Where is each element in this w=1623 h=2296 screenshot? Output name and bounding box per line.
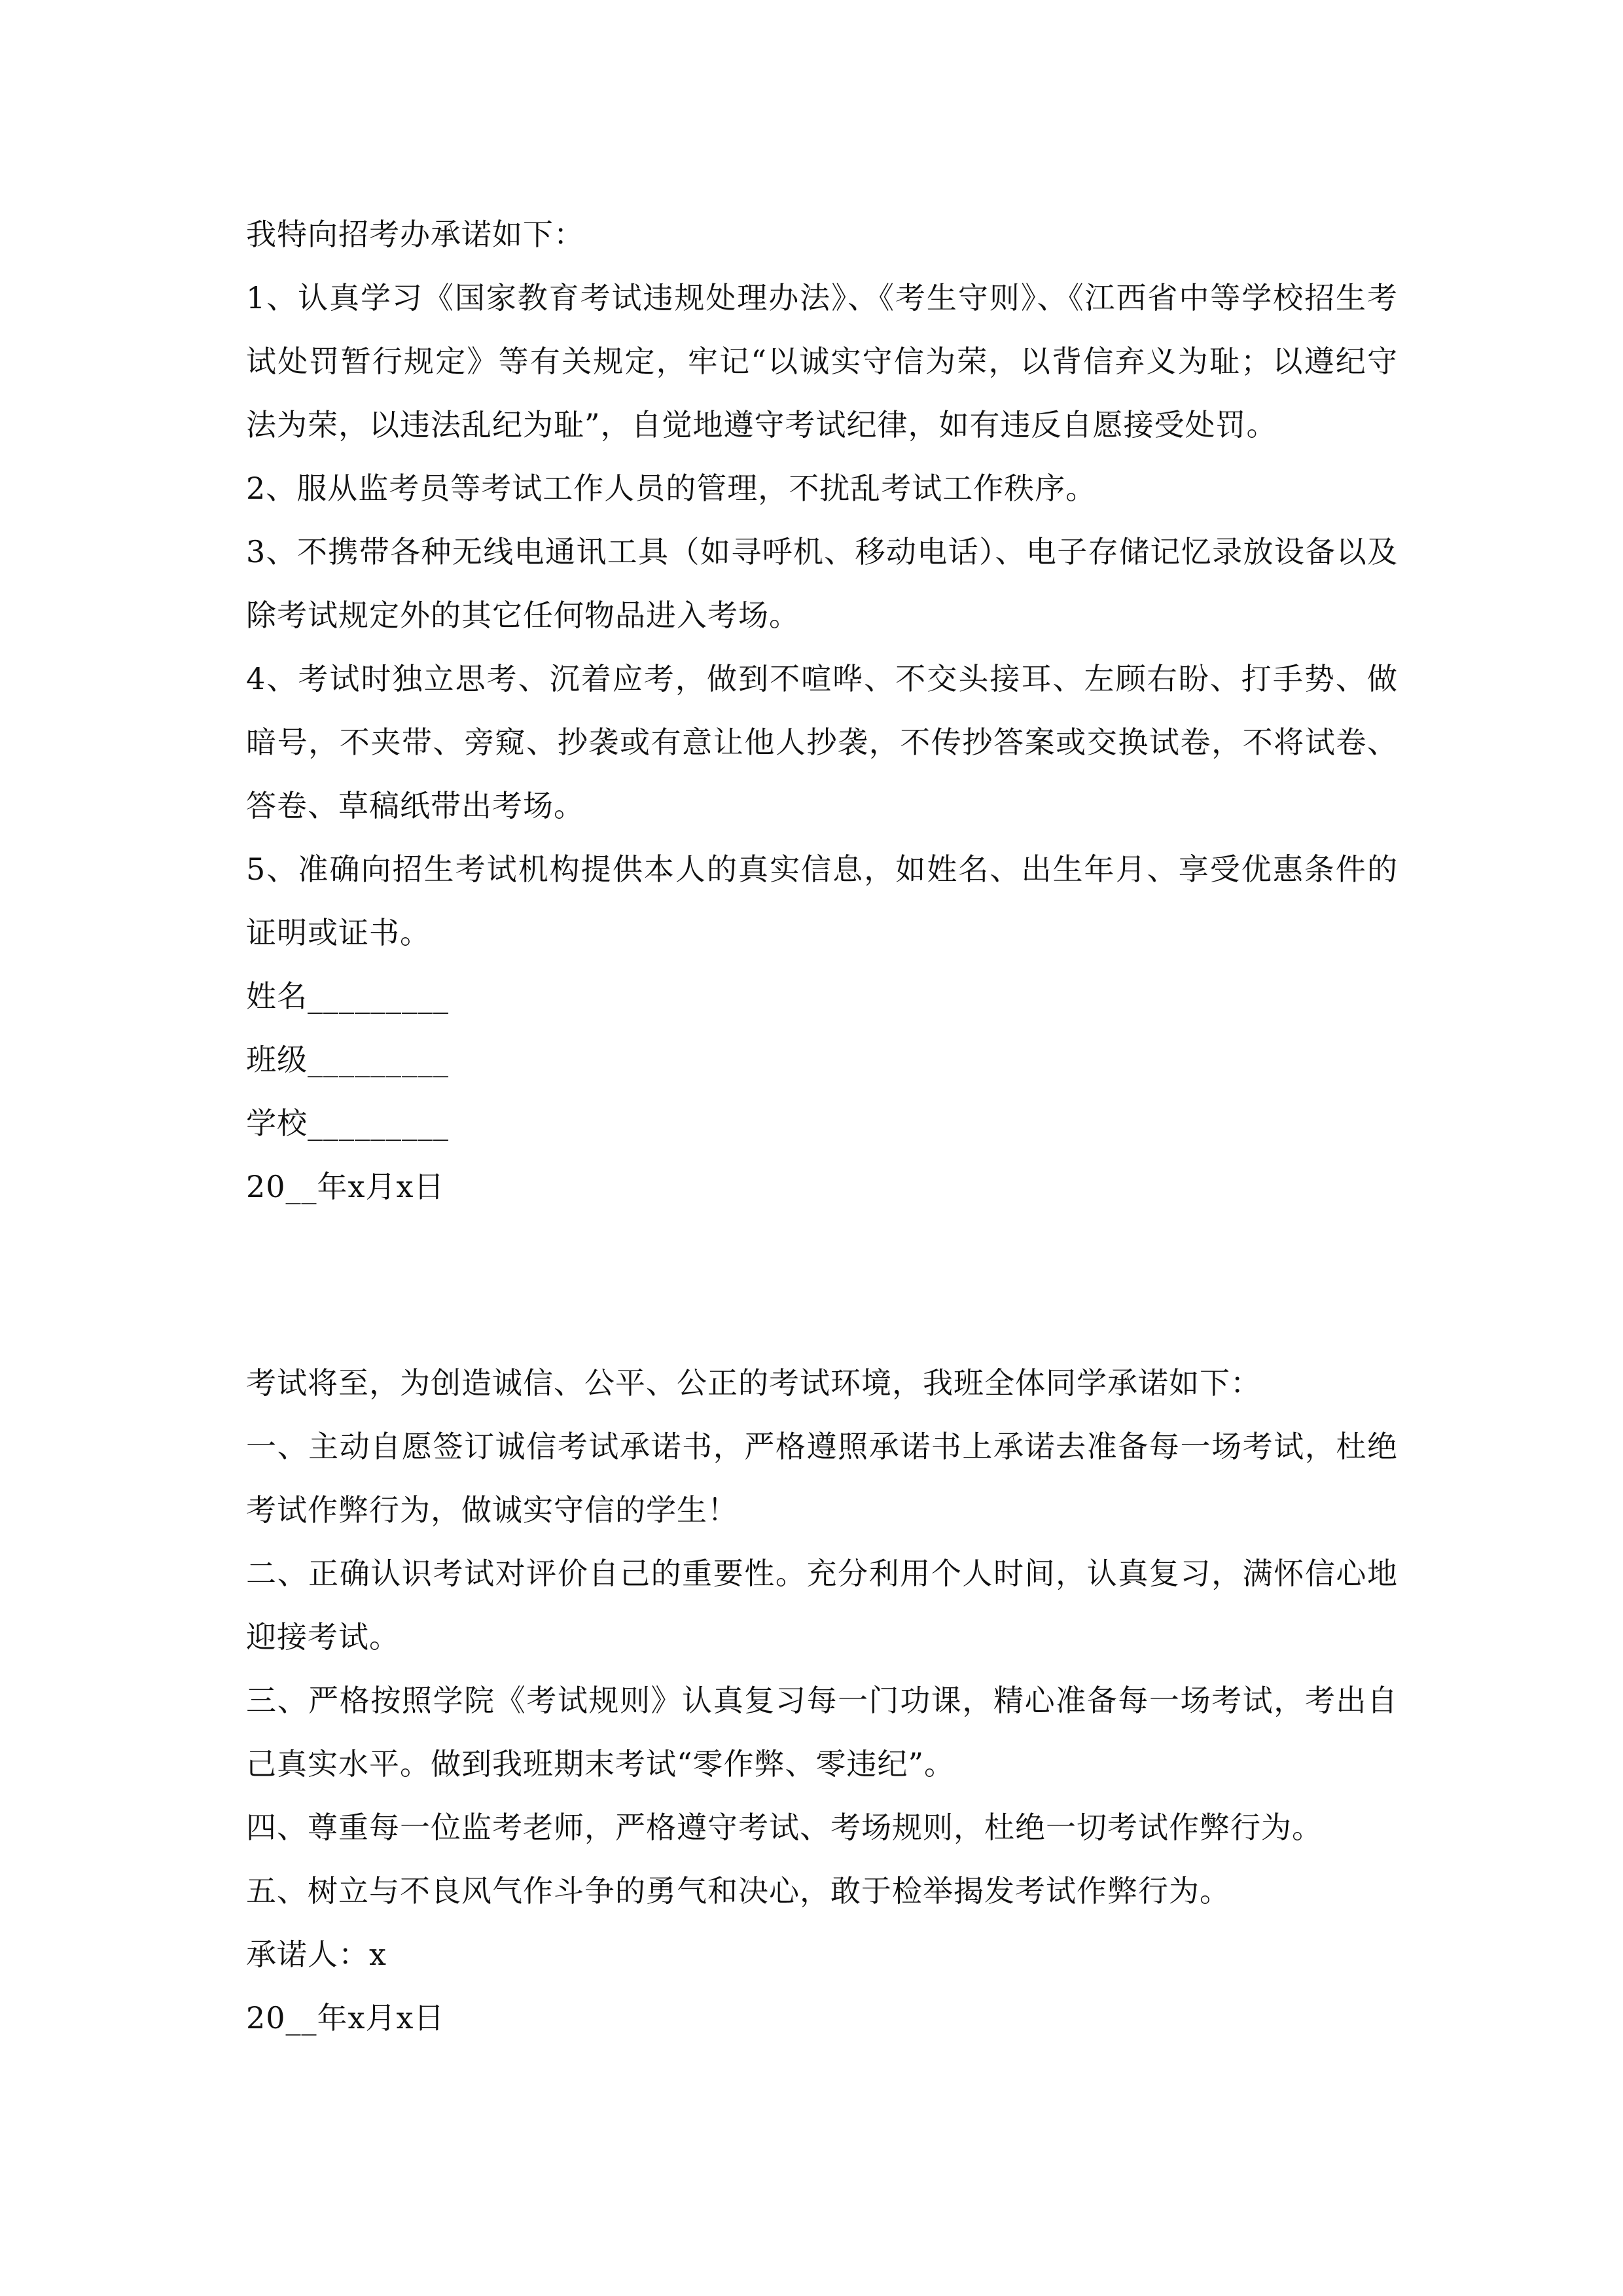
- class-pledge-item-5: 五、树立与不良风气作斗争的勇气和决心，敢于检举揭发考试作弊行为。: [246, 1873, 1230, 1909]
- class-pledge-item-4: 四、尊重每一位监考老师，严格遵守考试、考场规则，杜绝一切考试作弊行为。: [246, 1810, 1323, 1845]
- class-field: 班级_________: [246, 1042, 449, 1077]
- pledge-item-1: 1、认真学习《国家教育考试违规处理办法》、《考生守则》、《江西省中等学校招生考试处罚暂行规定》等有关规定，牢记“以诚实守信为荣，以背信弃义为耻；以遵纪守法为荣，以违法乱纪为耻”，自觉地遵守考试纪律，如有违反自愿接受处罚。: [246, 280, 1398, 442]
- pledge-intro: 我特向招考办承诺如下：: [246, 217, 584, 252]
- promiser-field: 承诺人：x: [246, 1937, 387, 1972]
- class-pledge-date: 20__年x月x日: [246, 2000, 445, 2036]
- pledge-item-2: 2、服从监考员等考试工作人员的管理，不扰乱考试工作秩序。: [246, 471, 1097, 506]
- school-field: 学校_________: [246, 1105, 449, 1141]
- class-pledge-item-3: 三、严格按照学院《考试规则》认真复习每一门功课，精心准备每一场考试，考出自己真实水平。做到我班期末考试“零作弊、零违纪”。: [246, 1683, 1398, 1782]
- name-field: 姓名_________: [246, 978, 449, 1014]
- pledge-item-4: 4、考试时独立思考、沉着应考，做到不喧哗、不交头接耳、左顾右盼、打手势、做暗号，不夹带、旁窥、抄袭或有意让他人抄袭，不传抄答案或交换试卷，不将试卷、答卷、草稿纸带出考场。: [246, 661, 1398, 823]
- class-pledge-item-1: 一、主动自愿签订诚信考试承诺书，严格遵照承诺书上承诺去准备每一场考试，杜绝考试作弊行为，做诚实守信的学生！: [246, 1429, 1398, 1528]
- exam-pledge-section-2: [246, 1352, 1398, 2050]
- pledge-item-5: 5、准确向招生考试机构提供本人的真实信息，如姓名、出生年月、享受优惠条件的证明或证书。: [246, 852, 1398, 950]
- exam-pledge-section-1: [246, 203, 1398, 1219]
- class-pledge-item-2: 二、正确认识考试对评价自己的重要性。充分利用个人时间，认真复习，满怀信心地迎接考试。: [246, 1556, 1398, 1655]
- pledge-date: 20__年x月x日: [246, 1169, 445, 1204]
- pledge-item-3: 3、不携带各种无线电通讯工具（如寻呼机、移动电话）、电子存储记忆录放设备以及除考试规定外的其它任何物品进入考场。: [246, 534, 1398, 633]
- class-pledge-intro: 考试将至，为创造诚信、公平、公正的考试环境，我班全体同学承诺如下：: [246, 1365, 1261, 1401]
